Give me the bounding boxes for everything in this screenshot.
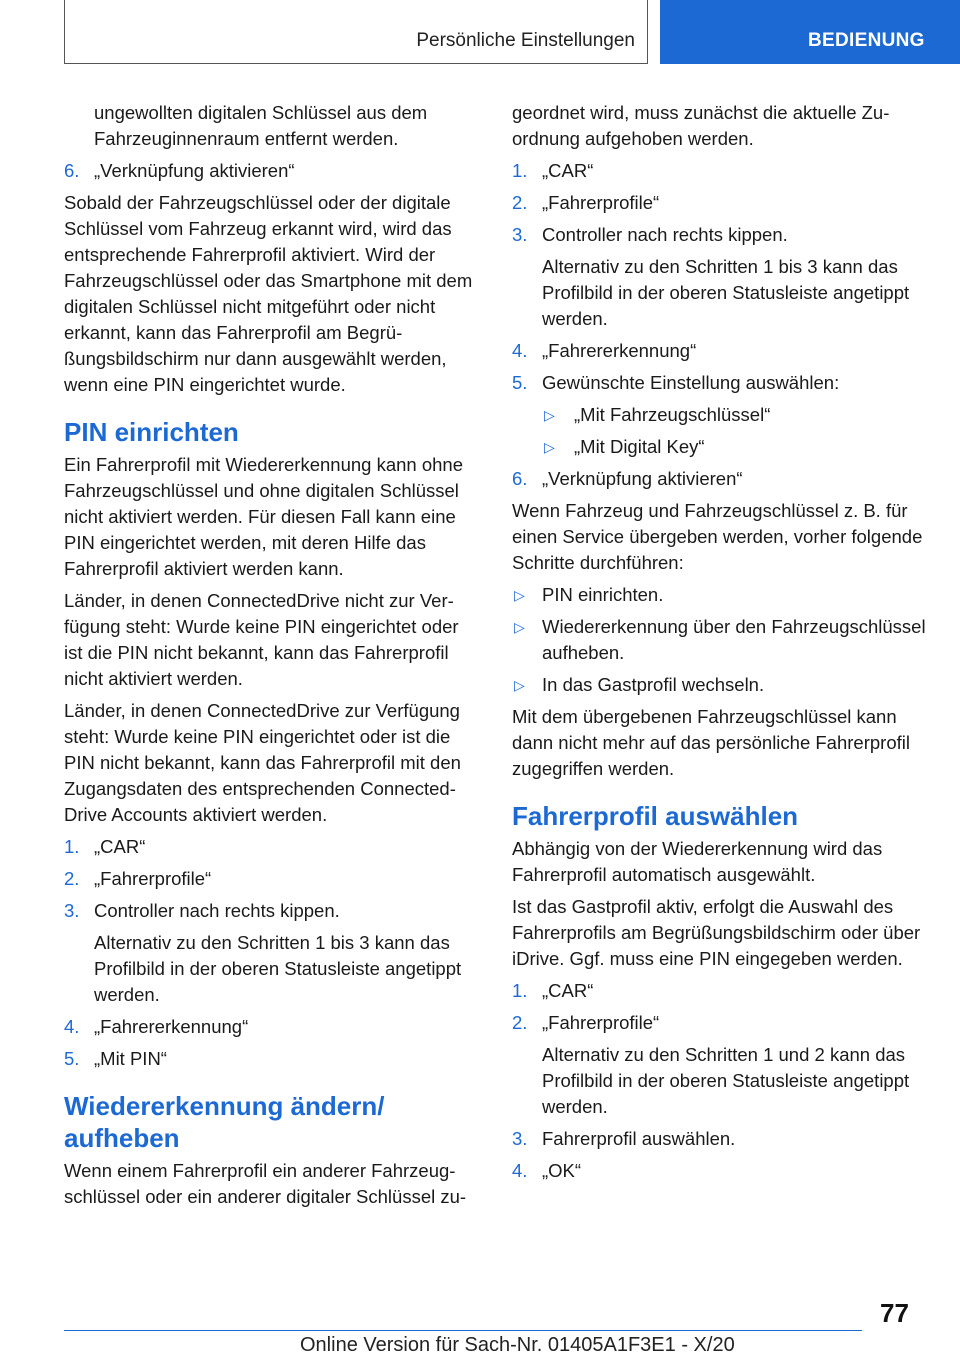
paragraph: Sobald der Fahrzeugschlüssel oder der digitale Schlüssel vom Fahrzeug erkannt wird, wird das entsprechende Fahrerprofil aktiviert. Wird der Fahrzeugschlüssel oder das Smartphone mit dem digitalen Schlüssel nicht mitgeführt oder nicht erkannt, kann das Fahrerprofil am Begrüßungsbildschirm nur dann ausgewählt werden, wenn eine PIN eingerichtet wurde. [64,192,473,395]
list-item [64,834,476,860]
list-item [64,1046,476,1072]
footer-divider [64,1330,862,1331]
heading-pin: PIN einrichten [64,417,239,447]
paragraph: Länder, in denen ConnectedDrive nicht zur Verfügung steht: Wurde keine PIN eingerichtet oder ist die PIN nicht bekannt, kann das Fahrerprofil nicht aktiviert werden. [64,590,459,689]
paragraph: Abhängig von der Wiedererkennung wird das Fahrerprofil automatisch ausgewählt. [512,838,883,885]
section-tab[interactable] [660,0,960,64]
step-number: 4. [512,1160,528,1181]
list-item [64,1014,476,1040]
step-text: „Verknüpfung aktivieren“ [542,468,743,489]
step-note: Alternativ zu den Schritten 1 bis 3 kann das Profilbild in der oberen Statusleiste angetippt werden. [542,256,910,329]
step-text: Controller nach rechts kippen. [94,900,340,921]
triangle-bullet-icon: ▷ [514,677,525,693]
list-item [64,866,476,892]
step-number: 2. [512,192,528,213]
step-number: 4. [512,340,528,361]
step-text: „CAR“ [542,160,594,181]
step-text: „Fahrerprofile“ [542,192,660,213]
header-box [64,0,648,64]
step-number: 1. [64,836,80,857]
step-text: „Mit PIN“ [94,1048,167,1069]
list-item [64,898,476,924]
list-item [512,1126,926,1152]
step-number: 5. [512,372,528,393]
step-number: 4. [64,1016,80,1037]
bullet-item [512,582,926,608]
right-column [512,100,926,1190]
list-item [512,222,926,248]
footer-text: Online Version für Sach-Nr. 01405A1F3E1 - X/20 [300,1334,735,1356]
bullet-text: Wiedererkennung über den Fahrzeugschlüssel aufheben. [542,616,926,663]
step-text: Gewünschte Einstellung auswählen: [542,372,840,393]
triangle-bullet-icon: ▷ [514,619,525,635]
step-text: „CAR“ [94,836,146,857]
left-column [64,100,476,1216]
step-number: 3. [512,1128,528,1149]
list-item [64,158,476,184]
bullet-text: In das Gastprofil wechseln. [542,674,765,695]
paragraph: Länder, in denen ConnectedDrive zur Verfügung steht: Wurde keine PIN eingerichtet oder ist die PIN nicht bekannt, kann das Fahrerprofil mit den Zugangsdaten des entsprechenden ConnectedDrive Accounts aktiviert werden. [64,700,461,825]
triangle-bullet-icon: ▷ [544,439,555,455]
heading-wiedererkennung: Wiedererkennung ändern/ aufheben [64,1091,385,1153]
heading-select-profile: Fahrerprofil auswählen [512,801,799,831]
step-text: „Fahrererkennung“ [542,340,697,361]
sub-bullet-item [512,434,926,460]
triangle-bullet-icon: ▷ [514,587,525,603]
step-text: „Verknüpfung aktivieren“ [94,160,295,181]
step-number: 1. [512,160,528,181]
step-text: „CAR“ [542,980,594,1001]
step-text: „Fahrerprofile“ [542,1012,660,1033]
step-number: 2. [512,1012,528,1033]
list-item [512,1010,926,1036]
paragraph: Mit dem übergebenen Fahrzeugschlüssel kann dann nicht mehr auf das persönliche Fahrerprofil zugegriffen werden. [512,706,910,779]
list-item [512,466,926,492]
step-text: Controller nach rechts kippen. [542,224,788,245]
continued-text: ungewollten digitalen Schlüssel aus dem Fahrzeuginnenraum entfernt werden. [94,102,428,149]
bullet-text: „Mit Fahrzeugschlüssel“ [574,404,771,425]
continued-text: geordnet wird, muss zunächst die aktuelle Zuordnung aufgehoben werden. [512,102,890,149]
paragraph: Wenn einem Fahrerprofil ein anderer Fahrzeugschlüssel oder ein anderer digitaler Schlüssel zu- [64,1160,467,1207]
section-label: BEDIENUNG [808,30,925,51]
list-item [512,370,926,396]
list-item [512,190,926,216]
step-note: Alternativ zu den Schritten 1 bis 3 kann das Profilbild in der oberen Statusleiste angetippt werden. [94,932,462,1005]
page-number: 77 [880,1298,909,1328]
list-item [512,978,926,1004]
sub-bullet-item [512,402,926,428]
header-title: Persönliche Einstellungen [416,30,635,51]
list-item [512,338,926,364]
paragraph: Ein Fahrerprofil mit Wiedererkennung kann ohne Fahrzeugschlüssel und ohne digitalen Schlüssel nicht aktiviert werden. Für diesen Fall kann eine PIN eingerichtet werden, mit deren Hilfe das Fahrerprofil aktiviert werden kann. [64,454,463,579]
paragraph: Ist das Gastprofil aktiv, erfolgt die Auswahl des Fahrerprofils am Begrüßungsbildschirm oder über iDrive. Ggf. muss eine PIN eingegeben werden. [512,896,921,969]
step-number: 6. [64,160,80,181]
bullet-text: „Mit Digital Key“ [574,436,705,457]
step-number: 1. [512,980,528,1001]
step-text: „Fahrererkennung“ [94,1016,249,1037]
step-number: 2. [64,868,80,889]
step-text: Fahrerprofil auswählen. [542,1128,736,1149]
step-text: „Fahrerprofile“ [94,868,212,889]
step-text: „OK“ [542,1160,582,1181]
step-number: 3. [512,224,528,245]
bullet-item [512,614,926,666]
step-number: 6. [512,468,528,489]
paragraph: Wenn Fahrzeug und Fahrzeugschlüssel z. B. für einen Service übergeben werden, vorher folgende Schritte durchführen: [512,500,923,573]
bullet-text: PIN einrichten. [542,584,664,605]
step-number: 5. [64,1048,80,1069]
step-note: Alternativ zu den Schritten 1 und 2 kann das Profilbild in der oberen Statusleiste angetippt werden. [542,1044,910,1117]
bullet-item [512,672,926,698]
list-item [512,1158,926,1184]
step-number: 3. [64,900,80,921]
triangle-bullet-icon: ▷ [544,407,555,423]
list-item [512,158,926,184]
